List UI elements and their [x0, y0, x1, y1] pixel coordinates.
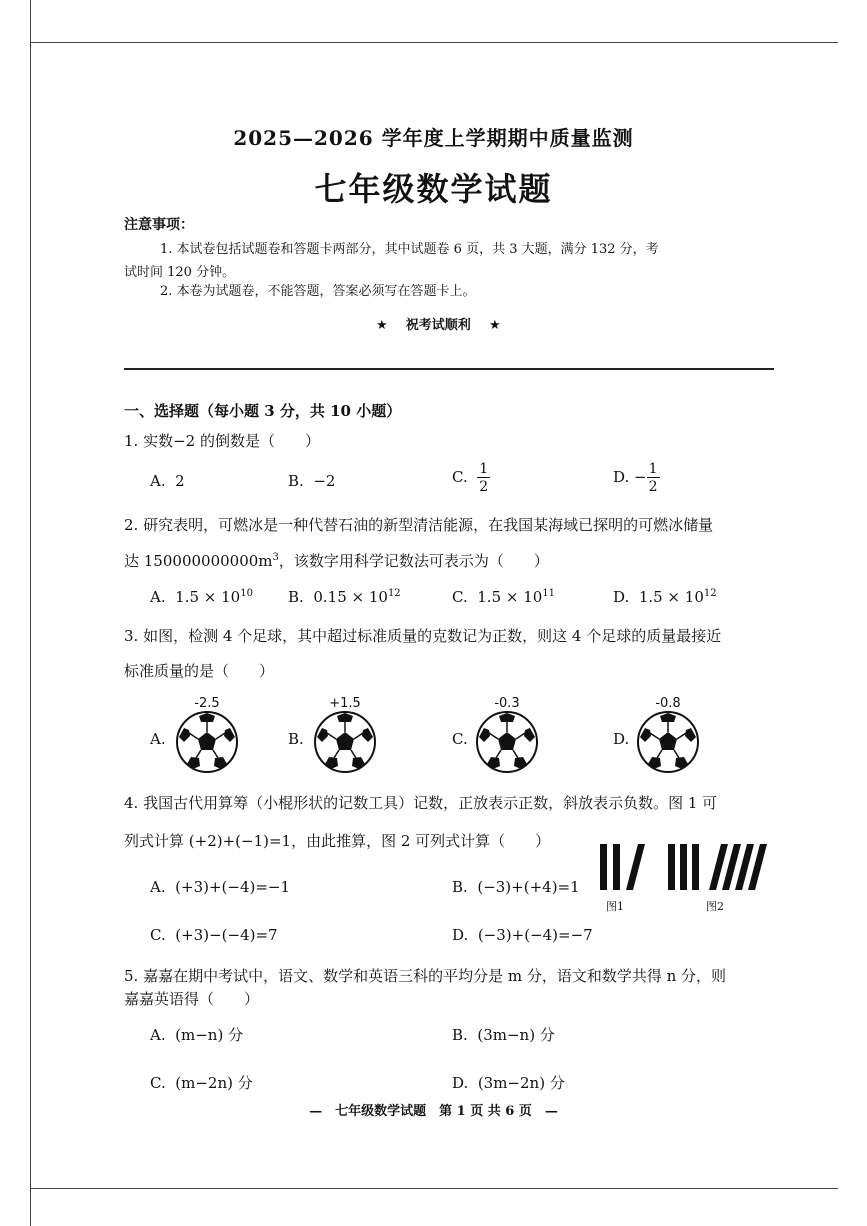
- q5-option-a: A. (m−n) 分: [150, 1026, 244, 1044]
- page-footer: — 七年级数学试题 第 1 页 共 6 页 —: [309, 1104, 558, 1119]
- q1-option-c: C. $\frac{1}{2}$: [452, 461, 489, 495]
- q4-option-d: D. (−3)+(−4)=−7: [452, 926, 593, 944]
- star-icon: ★: [488, 318, 501, 333]
- fraction: $\frac{1}{2}$: [648, 461, 658, 495]
- q5-line2: 嘉嘉英语得（ ）: [124, 990, 260, 1008]
- soccer-ball-d: [633, 696, 703, 786]
- soccer-ball-icon: [175, 710, 239, 774]
- wish-text: 祝考试顺利: [405, 318, 471, 333]
- notes-heading: 注意事项：: [124, 217, 194, 233]
- q4-line1: 4. 我国古代用算筹（小棍形状的记数工具）记数，正放表示正数，斜放表示负数。图 1 可: [124, 794, 718, 812]
- q5-option-b: B. (3m−n) 分: [452, 1026, 555, 1044]
- q4-option-a: A. (+3)+(−4)=−1: [150, 878, 291, 896]
- soccer-ball-icon: [475, 710, 539, 774]
- exam-title: 2025—2026 学年度上学期期中质量监测: [233, 126, 634, 150]
- q2-option-c: C. $1.5 \times 10^{11}$: [452, 588, 556, 606]
- q3-option-c-label: C.: [452, 730, 468, 748]
- q2-option-a: A. $1.5 \times 10^{10}$: [150, 588, 253, 606]
- ball-mass-label: -0.8: [655, 696, 681, 711]
- fraction: $\frac{1}{2}$: [479, 461, 489, 495]
- soccer-ball-a: [172, 696, 242, 786]
- q4-option-c: C. (+3)−(−4)=7: [150, 926, 278, 944]
- q1-option-d: D. − $\frac{1}{2}$: [613, 461, 658, 495]
- q1-option-b: B. −2: [288, 472, 336, 490]
- soccer-ball-icon: [313, 710, 377, 774]
- q2-line2: 达 $150000000000m^3$，该数字用科学记数法可表示为（ ）: [124, 552, 549, 570]
- q2-line1: 2. 研究表明，可燃冰是一种代替石油的新型清洁能源，在我国某海域已探明的可燃冰储量: [124, 516, 714, 534]
- q2-option-d: D. $1.5 \times 10^{12}$: [613, 588, 717, 606]
- ball-mass-label: -2.5: [194, 696, 220, 711]
- frame-top-line: [30, 42, 838, 43]
- notes-item1-line1: 1. 本试卷包括试题卷和答题卡两部分，其中试题卷 6 页，共 3 大题，满分 132 分，考: [160, 242, 659, 257]
- counting-rods-figure-1: [596, 842, 656, 892]
- section-divider: [124, 368, 774, 370]
- q5-option-c: C. (m−2n) 分: [150, 1074, 253, 1092]
- ball-mass-label: -0.3: [494, 696, 520, 711]
- q3-option-a-label: A.: [150, 730, 166, 748]
- q3-option-b-label: B.: [288, 730, 304, 748]
- star-icon: ★: [376, 318, 388, 333]
- notes-item1-line2: 试时间 120 分钟。: [124, 265, 236, 280]
- figure-1-caption: 图1: [606, 900, 624, 913]
- q5-option-d: D. (3m−2n) 分: [452, 1074, 565, 1092]
- q1-option-a: A. 2: [150, 472, 185, 490]
- q3-line1: 3. 如图，检测 4 个足球，其中超过标准质量的克数记为正数，则这 4 个足球的质量最接近: [124, 627, 722, 645]
- ball-mass-label: +1.5: [329, 696, 361, 711]
- figure-2-caption: 图2: [706, 900, 724, 913]
- wish-line: [376, 314, 501, 333]
- q4-option-b: B. (−3)+(+4)=1: [452, 878, 580, 896]
- notes-item2: 2. 本卷为试题卷，不能答题，答案必须写在答题卡上。: [160, 284, 476, 299]
- paper-title: 七年级数学试题: [314, 170, 553, 208]
- counting-rods-figure-2: [664, 842, 774, 892]
- q1-stem: 1. 实数−2 的倒数是（ ）: [124, 432, 320, 450]
- soccer-ball-b: [310, 696, 380, 786]
- frame-bottom-line: [30, 1188, 838, 1189]
- soccer-ball-c: [472, 696, 542, 786]
- q3-option-d-label: D.: [613, 730, 630, 748]
- section1-heading: 一、选择题（每小题 3 分，共 10 小题）: [124, 402, 402, 420]
- q2-option-b: B. $0.15 \times 10^{12}$: [288, 588, 401, 606]
- q4-line2: 列式计算 (+2)+(−1)=1，由此推算，图 2 可列式计算（ ）: [124, 832, 551, 850]
- soccer-ball-icon: [636, 710, 700, 774]
- q3-line2: 标准质量的是（ ）: [124, 662, 275, 680]
- q5-line1: 5. 嘉嘉在期中考试中，语文、数学和英语三科的平均分是 m 分，语文和数学共得 n 分，则: [124, 967, 727, 985]
